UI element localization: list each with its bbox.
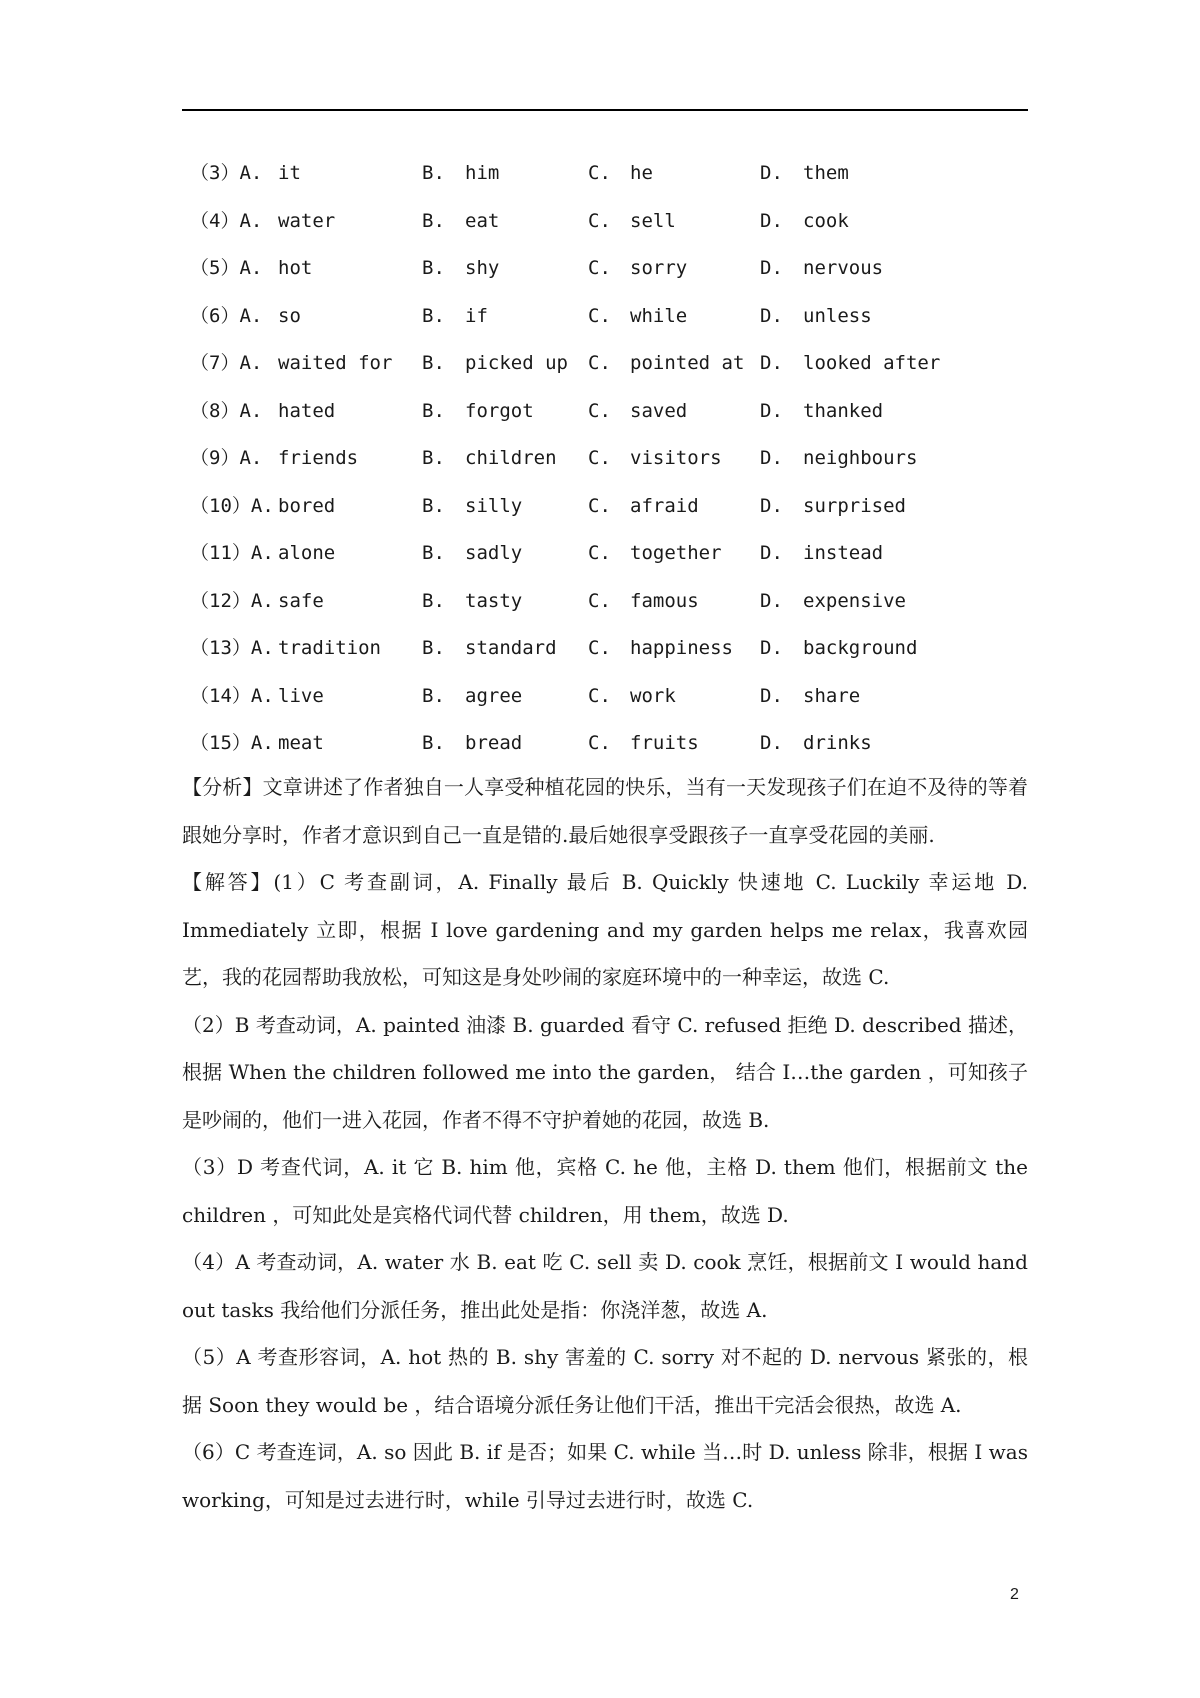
option-row [190,198,1030,246]
option-d-label: D. [760,542,783,564]
option-a: safe [278,589,324,612]
option-d: expensive [803,589,906,612]
option-c-label: C. [588,162,611,184]
analysis-paragraph: 【分析】文章讲述了作者独自一人享受种植花园的快乐，当有一天发现孩子们在迫不及待的等着跟她分享时，作者才意识到自己一直是错的.最后她很享受跟孩子一直享受花园的美丽. [182,775,1028,847]
option-d-label: D. [760,257,783,279]
option-b: him [465,162,500,184]
answer-paragraph: （4）A 考查动词，A. water 水 B. eat 吃 C. sell 卖 D. cook 烹饪，根据前文 I would hand out tasks 我给他们分派任务，推出此处是指：你浇洋葱，故选 A. [182,1250,1028,1322]
option-b: agree [465,684,523,707]
option-d-label: D. [760,399,783,422]
option-b-label: B. [422,732,445,754]
option-b-label: B. [422,304,445,327]
option-a: meat [278,732,324,754]
question-number: （7）A. [190,352,263,374]
option-b-label: B. [422,399,445,422]
option-row [190,435,1030,483]
option-d: cook [803,209,849,232]
option-b-label: B. [422,209,445,232]
header-rule [182,109,1028,111]
option-d-label: D. [760,162,783,184]
option-c-label: C. [588,352,611,374]
option-a: alone [278,542,336,564]
page-number: 2 [1010,1586,1019,1603]
options-list [190,150,1030,768]
option-b: sadly [465,542,523,564]
question-number: （8）A. [190,399,263,422]
option-row [190,340,1030,388]
option-b-label: B. [422,447,445,469]
answer-paragraph: （5）A 考查形容词，A. hot 热的 B. shy 害羞的 C. sorry 对不起的 D. nervous 紧张的，根据 Soon they would be ，结合语境分派任务让他们干活，推出干完活会很热，故选 A. [182,1345,1028,1417]
option-a: tradition [278,637,381,659]
option-row [190,388,1030,436]
option-a: live [278,684,324,707]
option-c-label: C. [588,637,611,659]
option-row [190,245,1030,293]
question-number: （9）A. [190,447,263,469]
option-b-label: B. [422,637,445,659]
option-c: happiness [630,637,733,659]
option-c: work [630,684,676,707]
option-d-label: D. [760,352,783,374]
option-b: standard [465,637,557,659]
option-d-label: D. [760,304,783,327]
option-c-label: C. [588,399,611,422]
option-b-label: B. [422,494,445,517]
option-c: together [630,542,722,564]
option-a: hot [278,257,313,279]
option-row [190,625,1030,673]
option-b: children [465,447,557,469]
option-a: it [278,162,301,184]
option-b: forgot [465,399,534,422]
option-d: drinks [803,732,872,754]
option-c: while [630,304,688,327]
option-c: pointed at [630,352,745,374]
option-b: tasty [465,589,523,612]
option-b: bread [465,732,523,754]
option-b: eat [465,209,500,232]
option-row [190,673,1030,721]
option-row [190,293,1030,341]
option-a: hated [278,399,336,422]
option-a: water [278,209,336,232]
answer-paragraph: （2）B 考查动词，A. painted 油漆 B. guarded 看守 C. refused 拒绝 D. described 描述，根据 When the children followed me into the garden， 结合 I…the garden ，可知孩子是吵闹的，他们一进入花园，作者不得不守护着她的花园，故选 B. [182,1012,1028,1132]
option-c: sorry [630,257,688,279]
option-d-label: D. [760,447,783,469]
option-d: neighbours [803,447,918,469]
question-number: （4）A. [190,209,263,232]
answer-paragraph: （6）C 考查连词，A. so 因此 B. if 是否；如果 C. while 当…时 D. unless 除非，根据 I was working，可知是过去进行时，while 引导过去进行时，故选 C. [182,1440,1028,1512]
question-number: （13）A. [190,637,274,659]
option-d: instead [803,542,884,564]
option-c-label: C. [588,209,611,232]
option-c: he [630,162,653,184]
option-d: unless [803,304,872,327]
option-d: looked after [803,352,941,374]
option-d-label: D. [760,494,783,517]
option-c-label: C. [588,304,611,327]
question-number: （10）A. [190,494,274,517]
question-number: （5）A. [190,257,263,279]
option-b-label: B. [422,589,445,612]
answer-paragraph: （3）D 考查代词，A. it 它 B. him 他，宾格 C. he 他，主格 D. them 他们，根据前文 the children ，可知此处是宾格代词代替 children，用 them，故选 D. [182,1155,1028,1227]
option-b-label: B. [422,542,445,564]
question-number: （11）A. [190,542,274,564]
option-row [190,720,1030,768]
option-d-label: D. [760,589,783,612]
option-d: background [803,637,918,659]
option-d: them [803,162,849,184]
option-b: silly [465,494,523,517]
option-c-label: C. [588,732,611,754]
option-row [190,530,1030,578]
option-b: if [465,304,488,327]
option-a: waited for [278,352,393,374]
option-c: fruits [630,732,699,754]
option-a: friends [278,447,359,469]
question-number: （6）A. [190,304,263,327]
option-d-label: D. [760,209,783,232]
option-b: picked up [465,352,568,374]
question-number: （14）A. [190,684,274,707]
option-d: nervous [803,257,884,279]
option-c: famous [630,589,699,612]
option-b-label: B. [422,684,445,707]
option-d: surprised [803,494,906,517]
option-b: shy [465,257,500,279]
option-row [190,578,1030,626]
option-c-label: C. [588,684,611,707]
question-number: （15）A. [190,732,274,754]
option-a: bored [278,494,336,517]
option-b-label: B. [422,257,445,279]
question-number: （12）A. [190,589,274,612]
option-d-label: D. [760,684,783,707]
option-c-label: C. [588,257,611,279]
option-c: afraid [630,494,699,517]
option-d: share [803,684,861,707]
question-number: （3）A. [190,162,263,184]
option-b-label: B. [422,162,445,184]
option-d: thanked [803,399,884,422]
option-d-label: D. [760,637,783,659]
option-c-label: C. [588,542,611,564]
answer-paragraph: 【解答】(1）C 考查副词，A. Finally 最后 B. Quickly 快速地 C. Luckily 幸运地 D. Immediately 立即，根据 I love gardening and my garden helps me relax，我喜欢园艺，我的花园帮助我放松，可知这是身处吵闹的家庭环境中的一种幸运，故选 C. [182,870,1028,989]
option-c-label: C. [588,447,611,469]
option-row [190,150,1030,198]
option-c: visitors [630,447,722,469]
option-a: so [278,304,301,327]
option-row [190,483,1030,531]
option-c-label: C. [588,589,611,612]
option-c-label: C. [588,494,611,517]
option-d-label: D. [760,732,783,754]
option-c: saved [630,399,688,422]
option-b-label: B. [422,352,445,374]
analysis-section [182,764,1028,1524]
option-c: sell [630,209,676,232]
